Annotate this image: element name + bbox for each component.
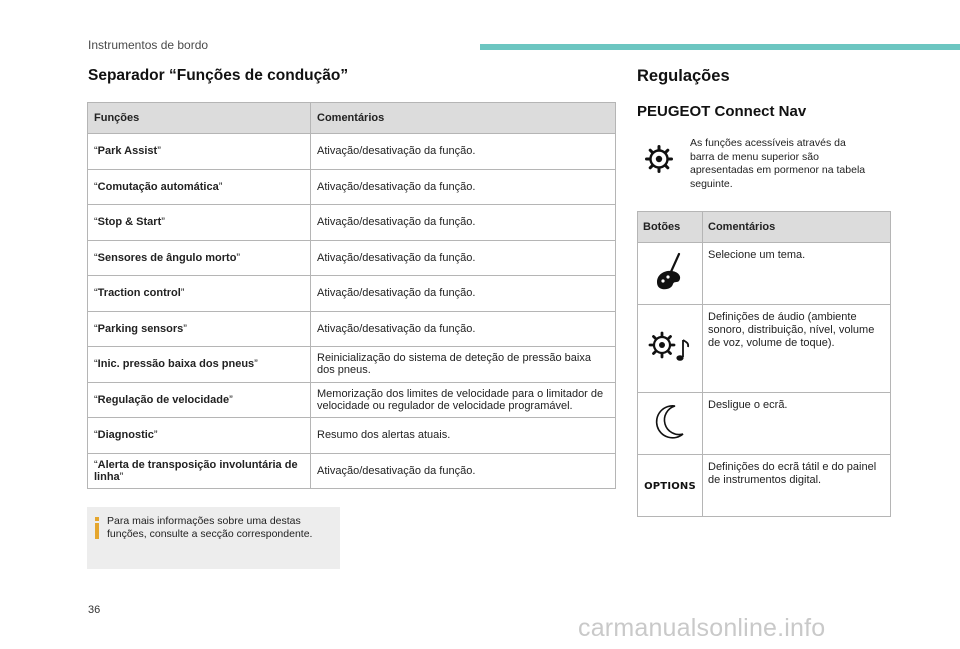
button-comment: Desligue o ecrã. (703, 393, 891, 455)
info-note-text: Para mais informações sobre uma destas funções, consulte a secção correspondente. (107, 515, 313, 540)
function-name: Alerta de transposição involuntária de linha (94, 458, 298, 483)
function-name: Stop & Start (97, 216, 162, 229)
right-title: Regulações (637, 67, 730, 85)
table-row (88, 276, 616, 312)
table-header-functions: Funções (88, 103, 311, 134)
button-comment: Selecione um tema. (703, 243, 891, 305)
table-row (88, 453, 616, 489)
table-row (88, 382, 616, 418)
function-name-cell: “Traction control” (88, 276, 311, 312)
options-label: OPTIONS (644, 480, 696, 492)
function-name-cell: “Stop & Start” (88, 205, 311, 241)
info-note-box (87, 507, 340, 569)
function-comment: Ativação/desativação da função. (311, 311, 616, 347)
button-icon-cell (638, 243, 703, 305)
table-row (88, 205, 616, 241)
buttons-table (637, 211, 891, 517)
function-name-cell: “Parking sensors” (88, 311, 311, 347)
gear-music-note-icon (648, 330, 692, 364)
function-comment: Memorização dos limites de velocidade para o limitador de velocidade ou regulador de velocidade programável. (311, 382, 616, 418)
watermark: carmanualsonline.info (578, 614, 826, 642)
table-row (88, 134, 616, 170)
table-header-row (88, 103, 616, 134)
table-row (88, 347, 616, 383)
function-name: Sensores de ângulo morto (97, 251, 237, 264)
function-name-cell: “Inic. pressão baixa dos pneus” (88, 347, 311, 383)
function-comment: Ativação/desativação da função. (311, 276, 616, 312)
right-subtitle: PEUGEOT Connect Nav (637, 103, 807, 120)
table-header-buttons: Botões (638, 212, 703, 243)
table-row (638, 305, 891, 393)
button-icon-cell (638, 305, 703, 393)
moon-icon (653, 402, 687, 442)
table-row (638, 243, 891, 305)
table-row (88, 311, 616, 347)
table-header-comments: Comentários (311, 103, 616, 134)
button-comment: Definições de áudio (ambiente sonoro, distribuição, nível, volume de voz, volume de toque). (703, 305, 891, 393)
function-name-cell: “Park Assist” (88, 134, 311, 170)
table-row (88, 240, 616, 276)
table-row (638, 393, 891, 455)
function-comment: Ativação/desativação da função. (311, 169, 616, 205)
function-name: Regulação de velocidade (97, 393, 230, 406)
table-header-row (638, 212, 891, 243)
table-row (638, 455, 891, 517)
table-header-comments: Comentários (703, 212, 891, 243)
info-icon (92, 517, 102, 539)
function-name-cell: “Alerta de transposição involuntária de linha” (88, 453, 311, 489)
function-name: Traction control (97, 287, 181, 300)
function-comment: Ativação/desativação da função. (311, 453, 616, 489)
function-name-cell: “Sensores de ângulo morto” (88, 240, 311, 276)
function-name-cell: “Diagnostic” (88, 418, 311, 454)
function-name: Inic. pressão baixa dos pneus (97, 358, 255, 371)
palette-brush-icon (653, 252, 687, 292)
gear-icon (644, 144, 674, 174)
table-row (88, 169, 616, 205)
table-row (88, 418, 616, 454)
function-comment: Ativação/desativação da função. (311, 240, 616, 276)
function-name-cell: “Regulação de velocidade” (88, 382, 311, 418)
function-comment: Reinicialização do sistema de deteção de pressão baixa dos pneus. (311, 347, 616, 383)
left-title: Separador “Funções de condução” (88, 67, 349, 84)
function-name: Comutação automática (97, 180, 219, 193)
function-name: Park Assist (97, 145, 158, 158)
functions-table (87, 102, 616, 489)
button-icon-cell (638, 393, 703, 455)
function-comment: Resumo dos alertas atuais. (311, 418, 616, 454)
function-name: Diagnostic (97, 429, 154, 442)
button-comment: Definições do ecrã tátil e do painel de instrumentos digital. (703, 455, 891, 517)
function-name-cell: “Comutação automática” (88, 169, 311, 205)
function-comment: Ativação/desativação da função. (311, 205, 616, 241)
function-name: Parking sensors (97, 322, 184, 335)
section-header: Instrumentos de bordo (88, 38, 209, 52)
function-comment: Ativação/desativação da função. (311, 134, 616, 170)
intro-text: As funções acessíveis através da barra de menu superior são apresentadas em pormenor na tabela seguinte. (690, 137, 866, 190)
options-text-icon (638, 455, 703, 517)
page-number: 36 (88, 604, 101, 616)
header-accent-bar (480, 44, 960, 50)
